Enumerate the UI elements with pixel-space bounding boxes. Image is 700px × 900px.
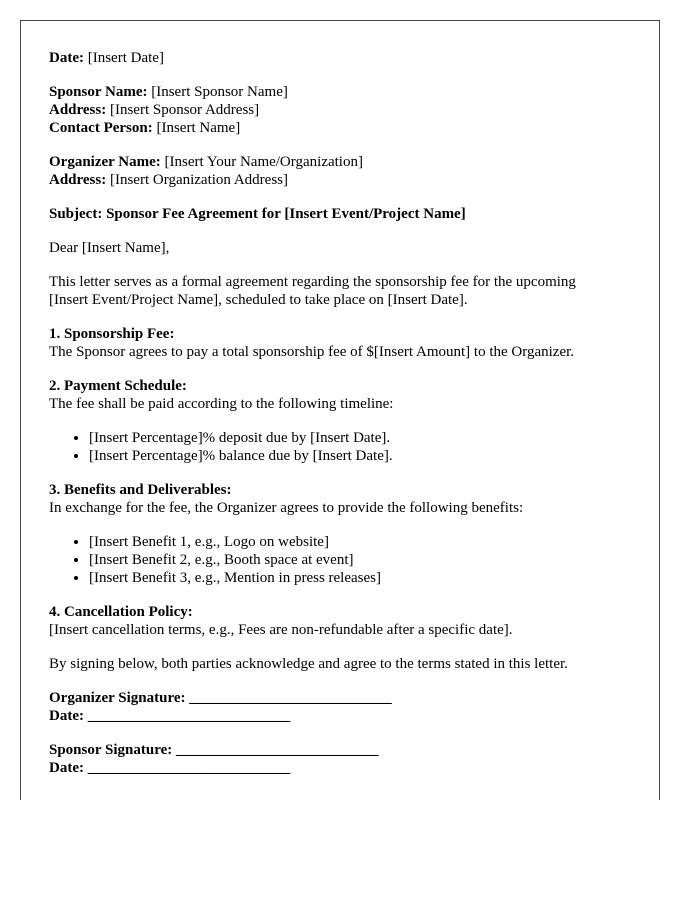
- organizer-name-value: [Insert Your Name/Organization]: [164, 154, 363, 170]
- section-benefits: [49, 481, 629, 517]
- letter-page: [20, 20, 660, 800]
- section-heading: 4. Cancellation Policy:: [49, 604, 193, 620]
- sponsor-block: [49, 83, 629, 137]
- date-value: [Insert Date]: [87, 50, 164, 66]
- section-heading: 2. Payment Schedule:: [49, 378, 187, 394]
- sponsor-name-line: [49, 83, 629, 101]
- organizer-date-label: Date:: [49, 708, 84, 724]
- sponsor-contact-label: Contact Person:: [49, 120, 153, 136]
- section-text: In exchange for the fee, the Organizer agrees to provide the following benefits:: [49, 500, 524, 516]
- section-cancellation-policy: [49, 603, 629, 639]
- section-heading: 1. Sponsorship Fee:: [49, 326, 175, 342]
- organizer-block: [49, 153, 629, 189]
- list-item: • [Insert Benefit 1, e.g., Logo on website]: [89, 533, 629, 551]
- list-item: • [Insert Percentage]% balance due by [Insert Date].: [89, 447, 629, 465]
- sponsor-name-value: [Insert Sponsor Name]: [151, 84, 288, 100]
- sponsor-signature-block: [49, 741, 629, 777]
- section-text: The fee shall be paid according to the following timeline:: [49, 396, 394, 412]
- organizer-signature-block: [49, 689, 629, 725]
- organizer-date-line: [49, 707, 629, 725]
- sponsor-signature-blank: ___________________________: [175, 742, 379, 758]
- organizer-name-line: [49, 153, 629, 171]
- date-label: Date:: [49, 50, 84, 66]
- organizer-signature-line: [49, 689, 629, 707]
- section-text: [Insert cancellation terms, e.g., Fees are non-refundable after a specific date].: [49, 622, 513, 638]
- subject-line: [49, 205, 629, 223]
- organizer-signature-label: Organizer Signature:: [49, 690, 186, 706]
- section-sponsorship-fee: [49, 325, 629, 361]
- list-item: • [Insert Percentage]% deposit due by [Insert Date].: [89, 429, 629, 447]
- organizer-date-blank: ___________________________: [87, 708, 291, 724]
- list-item: • [Insert Benefit 3, e.g., Mention in press releases]: [89, 569, 629, 587]
- intro-paragraph: [49, 273, 629, 309]
- organizer-address-line: [49, 171, 629, 189]
- subject-text: Subject: Sponsor Fee Agreement for [Insert Event/Project Name]: [49, 206, 466, 222]
- benefits-list: [49, 533, 629, 587]
- section-payment-schedule: [49, 377, 629, 413]
- organizer-address-value: [Insert Organization Address]: [109, 172, 288, 188]
- sponsor-contact-value: [Insert Name]: [156, 120, 241, 136]
- sponsor-address-label: Address:: [49, 102, 107, 118]
- sponsor-date-line: [49, 759, 629, 777]
- intro-line-1: This letter serves as a formal agreement regarding the sponsorship fee for the upcoming: [49, 274, 576, 290]
- section-text: The Sponsor agrees to pay a total sponsorship fee of $[Insert Amount] to the Organizer.: [49, 344, 575, 360]
- sponsor-address-line: [49, 101, 629, 119]
- sponsor-date-blank: ___________________________: [87, 760, 291, 776]
- intro-line-2: [Insert Event/Project Name], scheduled to take place on [Insert Date].: [49, 292, 468, 308]
- sponsor-signature-label: Sponsor Signature:: [49, 742, 173, 758]
- sponsor-date-label: Date:: [49, 760, 84, 776]
- sponsor-name-label: Sponsor Name:: [49, 84, 148, 100]
- sponsor-address-value: [Insert Sponsor Address]: [109, 102, 260, 118]
- section-heading: 3. Benefits and Deliverables:: [49, 482, 232, 498]
- sponsor-contact-line: [49, 119, 629, 137]
- greeting: Dear [Insert Name],: [49, 240, 170, 256]
- organizer-signature-blank: ___________________________: [189, 690, 392, 706]
- list-item: • [Insert Benefit 2, e.g., Booth space at event]: [89, 551, 629, 569]
- sponsor-signature-line: [49, 741, 629, 759]
- organizer-name-label: Organizer Name:: [49, 154, 161, 170]
- payment-schedule-list: [49, 429, 629, 465]
- letter-content: [49, 49, 629, 793]
- date-line: [49, 49, 629, 67]
- acknowledgement: By signing below, both parties acknowledge and agree to the terms stated in this letter.: [49, 656, 568, 672]
- organizer-address-label: Address:: [49, 172, 107, 188]
